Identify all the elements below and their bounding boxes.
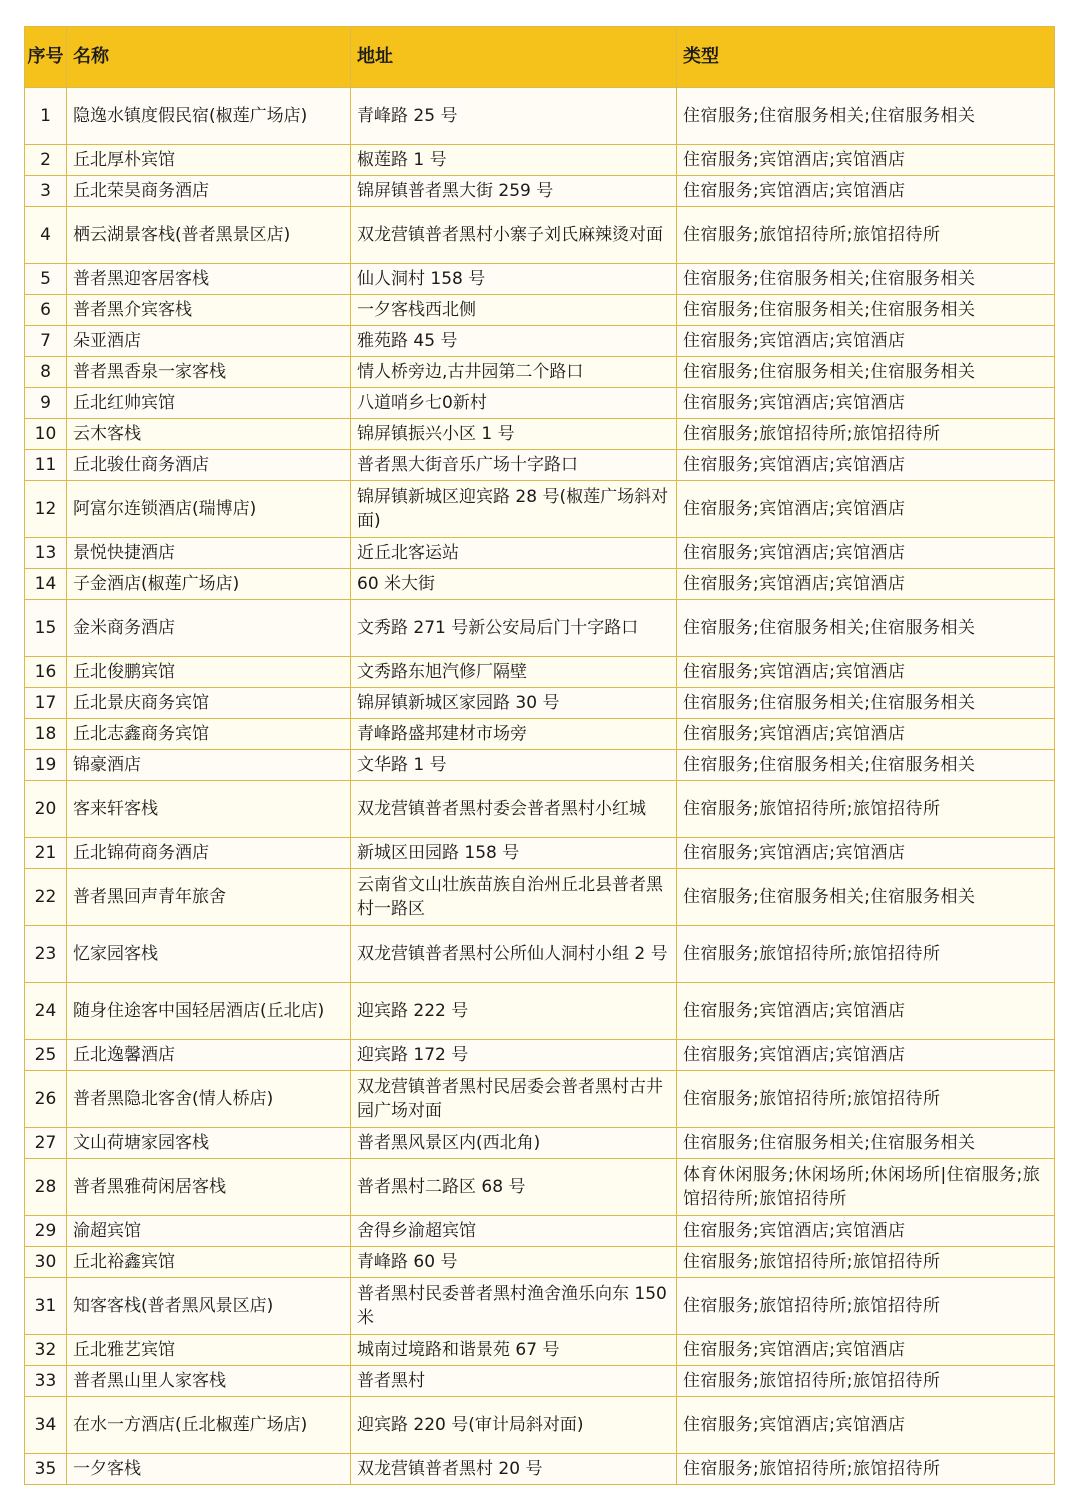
cell-name: 景悦快捷酒店 [67,538,351,569]
cell-address: 城南过境路和谐景苑 67 号 [351,1335,677,1366]
cell-name: 随身住途客中国轻居酒店(丘北店) [67,983,351,1040]
table-row [25,88,1055,145]
cell-address: 双龙营镇普者黑村委会普者黑村小红城 [351,781,677,838]
cell-address: 青峰路盛邦建材市场旁 [351,719,677,750]
cell-address: 双龙营镇普者黑村小寨子刘氏麻辣烫对面 [351,207,677,264]
table-row [25,869,1055,926]
cell-no: 3 [25,176,67,207]
cell-name: 朵亚酒店 [67,326,351,357]
cell-address: 双龙营镇普者黑村公所仙人洞村小组 2 号 [351,926,677,983]
table-row [25,719,1055,750]
cell-no: 2 [25,145,67,176]
cell-type: 住宿服务;旅馆招待所;旅馆招待所 [677,1278,1055,1335]
table-row [25,750,1055,781]
cell-name: 忆家园客栈 [67,926,351,983]
cell-no: 14 [25,569,67,600]
cell-type: 住宿服务;旅馆招待所;旅馆招待所 [677,781,1055,838]
cell-type: 住宿服务;旅馆招待所;旅馆招待所 [677,1071,1055,1128]
cell-type: 住宿服务;住宿服务相关;住宿服务相关 [677,750,1055,781]
table-row [25,357,1055,388]
table-row [25,388,1055,419]
cell-address: 普者黑村二路区 68 号 [351,1159,677,1216]
lodging-table [24,26,1055,1485]
cell-address: 普者黑大街音乐广场十字路口 [351,450,677,481]
cell-no: 25 [25,1040,67,1071]
cell-address: 文秀路东旭汽修厂隔壁 [351,657,677,688]
cell-type: 住宿服务;宾馆酒店;宾馆酒店 [677,388,1055,419]
cell-type: 住宿服务;宾馆酒店;宾馆酒店 [677,719,1055,750]
cell-name: 丘北裕鑫宾馆 [67,1247,351,1278]
cell-no: 1 [25,88,67,145]
cell-name: 阿富尔连锁酒店(瑞博店) [67,481,351,538]
cell-type: 住宿服务;住宿服务相关;住宿服务相关 [677,357,1055,388]
cell-type: 住宿服务;宾馆酒店;宾馆酒店 [677,176,1055,207]
cell-no: 32 [25,1335,67,1366]
cell-no: 24 [25,983,67,1040]
table-row [25,326,1055,357]
cell-type: 住宿服务;旅馆招待所;旅馆招待所 [677,207,1055,264]
cell-name: 在水一方酒店(丘北椒莲广场店) [67,1397,351,1454]
cell-type: 住宿服务;住宿服务相关;住宿服务相关 [677,600,1055,657]
cell-name: 丘北志鑫商务宾馆 [67,719,351,750]
cell-name: 普者黑香泉一家客栈 [67,357,351,388]
table-row [25,983,1055,1040]
cell-name: 丘北俊鹏宾馆 [67,657,351,688]
table-row [25,657,1055,688]
cell-type: 住宿服务;宾馆酒店;宾馆酒店 [677,145,1055,176]
cell-address: 文华路 1 号 [351,750,677,781]
cell-no: 28 [25,1159,67,1216]
cell-type: 住宿服务;宾馆酒店;宾馆酒店 [677,481,1055,538]
cell-address: 双龙营镇普者黑村民居委会普者黑村古井园广场对面 [351,1071,677,1128]
cell-type: 住宿服务;住宿服务相关;住宿服务相关 [677,688,1055,719]
cell-name: 客来轩客栈 [67,781,351,838]
cell-address: 舍得乡渝超宾馆 [351,1216,677,1247]
table-row [25,600,1055,657]
cell-no: 6 [25,295,67,326]
cell-type: 住宿服务;住宿服务相关;住宿服务相关 [677,88,1055,145]
table-row [25,207,1055,264]
table-row [25,1128,1055,1159]
cell-name: 栖云湖景客栈(普者黑景区店) [67,207,351,264]
cell-no: 33 [25,1366,67,1397]
cell-name: 丘北骏仕商务酒店 [67,450,351,481]
table-row [25,1071,1055,1128]
cell-name: 一夕客栈 [67,1454,351,1485]
cell-no: 19 [25,750,67,781]
cell-no: 26 [25,1071,67,1128]
cell-type: 住宿服务;宾馆酒店;宾馆酒店 [677,657,1055,688]
cell-address: 近丘北客运站 [351,538,677,569]
cell-address: 青峰路 60 号 [351,1247,677,1278]
cell-no: 12 [25,481,67,538]
cell-name: 丘北厚朴宾馆 [67,145,351,176]
cell-type: 住宿服务;宾馆酒店;宾馆酒店 [677,326,1055,357]
cell-address: 文秀路 271 号新公安局后门十字路口 [351,600,677,657]
cell-type: 住宿服务;住宿服务相关;住宿服务相关 [677,295,1055,326]
cell-address: 一夕客栈西北侧 [351,295,677,326]
lodging-table-wrapper [24,26,1054,1485]
cell-no: 22 [25,869,67,926]
cell-type: 住宿服务;宾馆酒店;宾馆酒店 [677,1335,1055,1366]
cell-address: 锦屏镇普者黑大街 259 号 [351,176,677,207]
table-header-row [25,27,1055,88]
cell-type: 体育休闲服务;休闲场所;休闲场所|住宿服务;旅馆招待所;旅馆招待所 [677,1159,1055,1216]
cell-address: 云南省文山壮族苗族自治州丘北县普者黑村一路区 [351,869,677,926]
cell-name: 云木客栈 [67,419,351,450]
cell-name: 隐逸水镇度假民宿(椒莲广场店) [67,88,351,145]
table-row [25,1040,1055,1071]
cell-type: 住宿服务;宾馆酒店;宾馆酒店 [677,1397,1055,1454]
cell-address: 雅苑路 45 号 [351,326,677,357]
table-row [25,295,1055,326]
cell-no: 4 [25,207,67,264]
cell-type: 住宿服务;旅馆招待所;旅馆招待所 [677,1247,1055,1278]
table-body [25,88,1055,1485]
cell-no: 8 [25,357,67,388]
cell-address: 锦屏镇振兴小区 1 号 [351,419,677,450]
cell-address: 普者黑村民委普者黑村渔舍渔乐向东 150 米 [351,1278,677,1335]
cell-name: 渝超宾馆 [67,1216,351,1247]
cell-address: 仙人洞村 158 号 [351,264,677,295]
table-row [25,1454,1055,1485]
table-row [25,176,1055,207]
table-row [25,838,1055,869]
cell-address: 青峰路 25 号 [351,88,677,145]
cell-type: 住宿服务;宾馆酒店;宾馆酒店 [677,983,1055,1040]
cell-address: 迎宾路 172 号 [351,1040,677,1071]
cell-address: 普者黑村 [351,1366,677,1397]
cell-name: 普者黑隐北客舍(情人桥店) [67,1071,351,1128]
table-row [25,1278,1055,1335]
cell-type: 住宿服务;旅馆招待所;旅馆招待所 [677,1366,1055,1397]
cell-name: 丘北锦荷商务酒店 [67,838,351,869]
cell-name: 普者黑回声青年旅舍 [67,869,351,926]
cell-address: 锦屏镇新城区家园路 30 号 [351,688,677,719]
table-row [25,569,1055,600]
cell-no: 17 [25,688,67,719]
table-row [25,450,1055,481]
cell-type: 住宿服务;宾馆酒店;宾馆酒店 [677,1216,1055,1247]
cell-no: 11 [25,450,67,481]
table-row [25,481,1055,538]
table-row [25,781,1055,838]
cell-no: 31 [25,1278,67,1335]
cell-type: 住宿服务;住宿服务相关;住宿服务相关 [677,1128,1055,1159]
cell-address: 八道哨乡七0新村 [351,388,677,419]
cell-type: 住宿服务;宾馆酒店;宾馆酒店 [677,838,1055,869]
cell-no: 21 [25,838,67,869]
table-row [25,1397,1055,1454]
cell-name: 普者黑迎客居客栈 [67,264,351,295]
cell-name: 普者黑山里人家客栈 [67,1366,351,1397]
table-row [25,538,1055,569]
header-type: 类型 [677,27,1055,88]
cell-name: 丘北景庆商务宾馆 [67,688,351,719]
table-row [25,1335,1055,1366]
cell-name: 丘北荣昊商务酒店 [67,176,351,207]
table-row [25,145,1055,176]
table-row [25,1216,1055,1247]
cell-no: 30 [25,1247,67,1278]
table-row [25,419,1055,450]
cell-type: 住宿服务;宾馆酒店;宾馆酒店 [677,450,1055,481]
table-row [25,1159,1055,1216]
cell-no: 20 [25,781,67,838]
cell-name: 知客客栈(普者黑风景区店) [67,1278,351,1335]
cell-no: 13 [25,538,67,569]
cell-type: 住宿服务;住宿服务相关;住宿服务相关 [677,264,1055,295]
cell-no: 27 [25,1128,67,1159]
cell-name: 文山荷塘家园客栈 [67,1128,351,1159]
cell-no: 10 [25,419,67,450]
cell-no: 18 [25,719,67,750]
table-row [25,1366,1055,1397]
cell-name: 普者黑介宾客栈 [67,295,351,326]
cell-type: 住宿服务;旅馆招待所;旅馆招待所 [677,926,1055,983]
cell-name: 丘北红帅宾馆 [67,388,351,419]
cell-no: 34 [25,1397,67,1454]
cell-no: 15 [25,600,67,657]
cell-no: 29 [25,1216,67,1247]
cell-no: 9 [25,388,67,419]
cell-type: 住宿服务;宾馆酒店;宾馆酒店 [677,1040,1055,1071]
cell-address: 锦屏镇新城区迎宾路 28 号(椒莲广场斜对面) [351,481,677,538]
cell-name: 金米商务酒店 [67,600,351,657]
header-address: 地址 [351,27,677,88]
cell-address: 椒莲路 1 号 [351,145,677,176]
cell-name: 锦豪酒店 [67,750,351,781]
table-row [25,926,1055,983]
cell-address: 双龙营镇普者黑村 20 号 [351,1454,677,1485]
table-row [25,264,1055,295]
cell-address: 迎宾路 222 号 [351,983,677,1040]
cell-address: 情人桥旁边,古井园第二个路口 [351,357,677,388]
cell-address: 新城区田园路 158 号 [351,838,677,869]
cell-address: 60 米大街 [351,569,677,600]
cell-type: 住宿服务;旅馆招待所;旅馆招待所 [677,419,1055,450]
cell-no: 35 [25,1454,67,1485]
cell-name: 丘北雅艺宾馆 [67,1335,351,1366]
cell-no: 7 [25,326,67,357]
table-row [25,1247,1055,1278]
cell-no: 23 [25,926,67,983]
cell-no: 5 [25,264,67,295]
header-name: 名称 [67,27,351,88]
header-no: 序号 [25,27,67,88]
cell-type: 住宿服务;旅馆招待所;旅馆招待所 [677,1454,1055,1485]
table-row [25,688,1055,719]
cell-name: 普者黑雅荷闲居客栈 [67,1159,351,1216]
cell-type: 住宿服务;住宿服务相关;住宿服务相关 [677,869,1055,926]
cell-type: 住宿服务;宾馆酒店;宾馆酒店 [677,538,1055,569]
cell-no: 16 [25,657,67,688]
cell-type: 住宿服务;宾馆酒店;宾馆酒店 [677,569,1055,600]
cell-name: 丘北逸馨酒店 [67,1040,351,1071]
cell-address: 普者黑风景区内(西北角) [351,1128,677,1159]
cell-address: 迎宾路 220 号(审计局斜对面) [351,1397,677,1454]
cell-name: 子金酒店(椒莲广场店) [67,569,351,600]
